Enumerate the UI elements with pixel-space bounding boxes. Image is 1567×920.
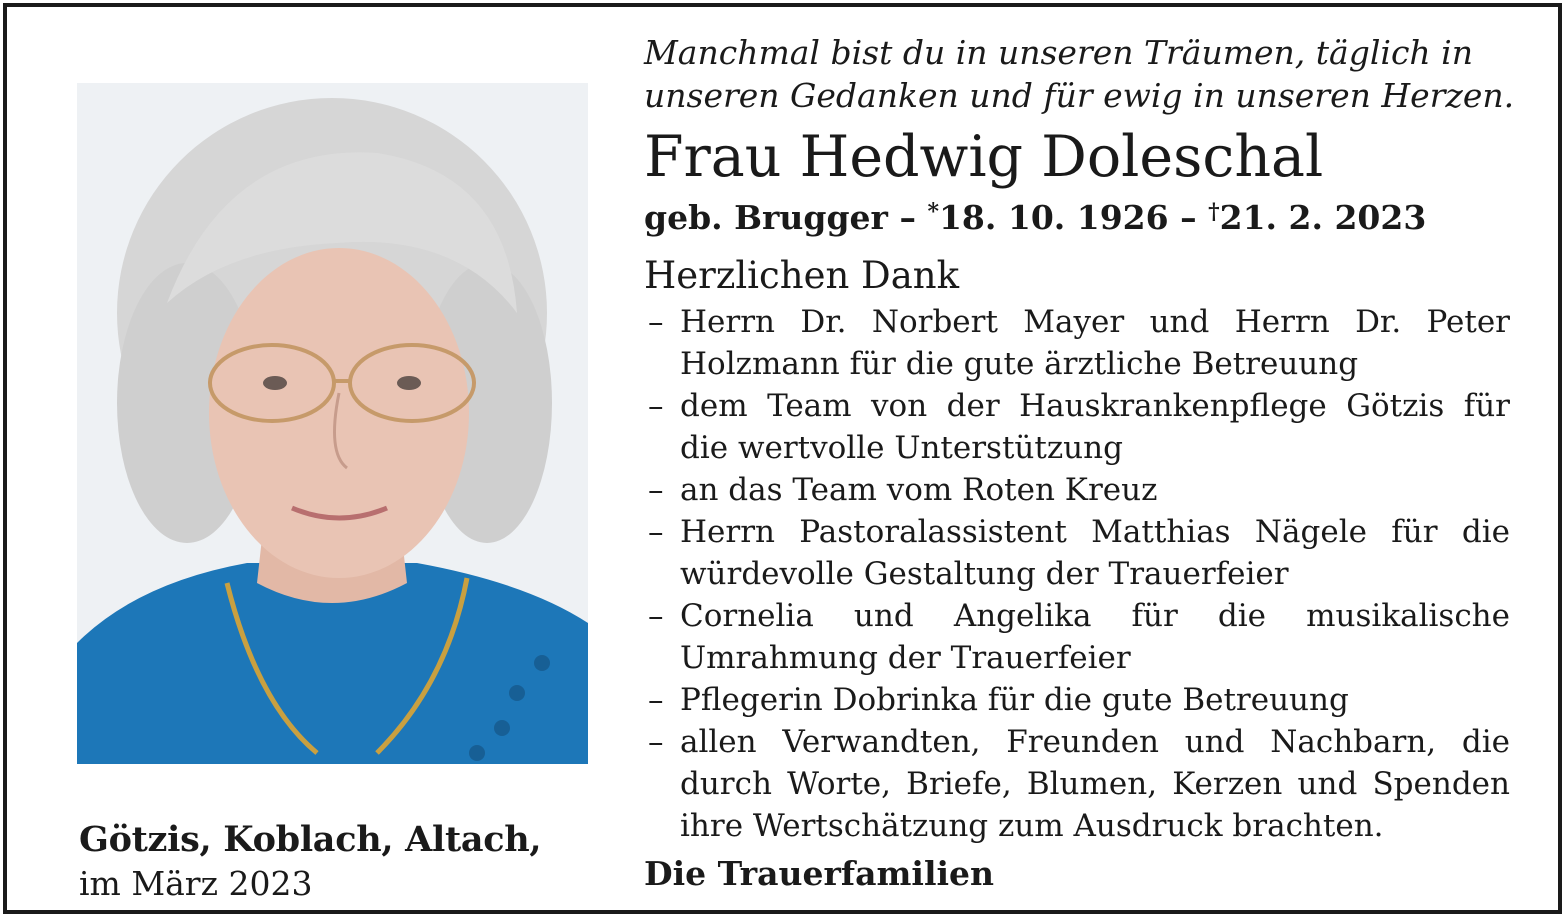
- thanks-item: – an das Team vom Roten Kreuz: [644, 469, 1510, 511]
- dash-bullet: –: [648, 514, 664, 550]
- thanks-list: [644, 301, 1510, 847]
- thanks-item: – Pflegerin Dobrinka für die gute Betreuung: [644, 679, 1510, 721]
- motto: [644, 31, 1515, 117]
- date-line: im März 2023: [79, 864, 313, 903]
- portrait-illustration: [77, 83, 588, 764]
- thanks-title: Herzlichen Dank: [644, 254, 960, 297]
- thanks-item: – Herrn Pastoralassistent Matthias Nägele für die würdevolle Gestaltung der Trauerfeier: [644, 511, 1510, 595]
- separator: –: [1180, 198, 1197, 237]
- dash-bullet: –: [648, 598, 664, 634]
- motto-line-2: unseren Gedanken und für ewig in unseren Herzen.: [644, 76, 1515, 115]
- birth-date: 18. 10. 1926: [938, 198, 1169, 237]
- separator: –: [899, 198, 916, 237]
- thanks-item: – dem Team von der Hauskrankenpflege Götzis für die wertvolle Unterstützung: [644, 385, 1510, 469]
- thanks-item: – Cornelia und Angelika für die musikalische Umrahmung der Trauerfeier: [644, 595, 1510, 679]
- maiden-name: geb. Brugger: [644, 198, 888, 237]
- death-date: 21. 2. 2023: [1219, 198, 1427, 237]
- cross-icon: †: [1208, 199, 1220, 225]
- place-line: Götzis, Koblach, Altach,: [79, 819, 542, 860]
- thanks-item: – Herrn Dr. Norbert Mayer und Herrn Dr. Peter Holzmann für die gute ärztliche Betreuung: [644, 301, 1510, 385]
- portrait-photo: [77, 83, 588, 764]
- thanks-item: – allen Verwandten, Freunden und Nachbarn, die durch Worte, Briefe, Blumen, Kerzen und Spenden ihre Wertschätzung zum Ausdruck brachten.: [644, 721, 1510, 847]
- birth-death-line: [644, 191, 1510, 239]
- dash-bullet: –: [648, 724, 664, 760]
- dash-bullet: –: [648, 388, 664, 424]
- signature: Die Trauerfamilien: [644, 854, 995, 893]
- motto-line-1: Manchmal bist du in unseren Träumen, täglich in: [644, 33, 1473, 72]
- deceased-name: Frau Hedwig Doleschal: [644, 124, 1324, 190]
- birth-star-icon: *: [927, 199, 939, 225]
- obituary-frame: [3, 3, 1562, 914]
- text-column: [644, 31, 1515, 895]
- dash-bullet: –: [648, 472, 664, 508]
- dash-bullet: –: [648, 304, 664, 340]
- dash-bullet: –: [648, 682, 664, 718]
